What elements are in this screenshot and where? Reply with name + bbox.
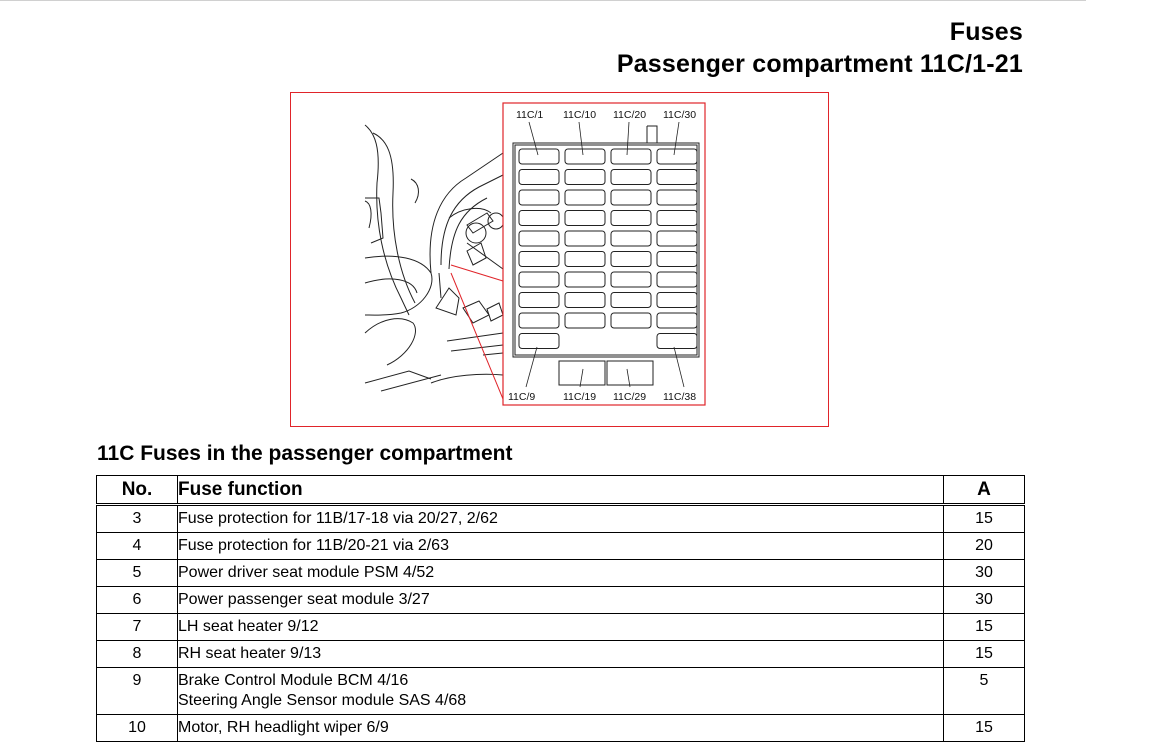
table-row xyxy=(97,668,1025,715)
fuse-number: 4 xyxy=(97,533,178,560)
top-rule xyxy=(0,0,1086,1)
fuse-amperage: 5 xyxy=(944,668,1025,715)
table-row xyxy=(97,715,1025,742)
fuse-function-line: Fuse protection for 11B/17-18 via 20/27, 2/62 xyxy=(178,510,498,527)
fuse-function-line: Power driver seat module PSM 4/52 xyxy=(178,564,435,581)
fuse-function xyxy=(178,668,944,715)
fuse-amperage: 15 xyxy=(944,641,1025,668)
fuse-function-line: Brake Control Module BCM 4/16 xyxy=(178,672,409,689)
fuse-function xyxy=(178,641,944,668)
fuse-function xyxy=(178,560,944,587)
fuse-function-line: RH seat heater 9/13 xyxy=(178,645,322,662)
label-bottom-4: 11C/38 xyxy=(663,391,697,403)
fuse-amperage: 30 xyxy=(944,560,1025,587)
page-title: Fuses xyxy=(949,18,1023,46)
col-header-no: No. xyxy=(97,476,178,505)
col-header-function: Fuse function xyxy=(178,476,944,505)
label-bottom-1: 11C/9 xyxy=(508,391,536,403)
fuse-function-line: Power passenger seat module 3/27 xyxy=(178,591,430,608)
label-bottom-2: 11C/19 xyxy=(563,391,597,403)
section-title: 11C Fuses in the passenger compartment xyxy=(97,442,513,465)
fuse-function xyxy=(178,533,944,560)
table-row xyxy=(97,587,1025,614)
table-row xyxy=(97,614,1025,641)
callout-line-upper xyxy=(451,265,503,281)
label-top-4: 11C/30 xyxy=(663,109,697,121)
fuse-amperage: 15 xyxy=(944,505,1025,533)
table-row xyxy=(97,505,1025,533)
fuse-function-line: LH seat heater 9/12 xyxy=(178,618,319,635)
table-row xyxy=(97,560,1025,587)
fuse-function-line: Fuse protection for 11B/20-21 via 2/63 xyxy=(178,537,449,554)
fuse-amperage: 15 xyxy=(944,614,1025,641)
label-bottom-3: 11C/29 xyxy=(613,391,647,403)
label-top-3: 11C/20 xyxy=(613,109,647,121)
fuse-number: 10 xyxy=(97,715,178,742)
table-header-row xyxy=(97,476,1025,505)
label-top-1: 11C/1 xyxy=(516,109,544,121)
fuse-number: 5 xyxy=(97,560,178,587)
fuse-function-line: Steering Angle Sensor module SAS 4/68 xyxy=(178,692,467,709)
fuse-function xyxy=(178,614,944,641)
fuse-table xyxy=(96,475,1025,742)
table-row xyxy=(97,641,1025,668)
fuse-box-illustration xyxy=(290,92,829,427)
fuse-number: 6 xyxy=(97,587,178,614)
fuse-function xyxy=(178,505,944,533)
page-subtitle: Passenger compartment 11C/1-21 xyxy=(616,50,1023,78)
label-top-2: 11C/10 xyxy=(563,109,597,121)
fuse-box-diagram xyxy=(291,93,830,428)
fuse-number: 8 xyxy=(97,641,178,668)
col-header-amps: A xyxy=(944,476,1025,505)
fuse-function-line: Motor, RH headlight wiper 6/9 xyxy=(178,719,389,736)
callout-line-lower xyxy=(451,273,503,399)
fuse-amperage: 15 xyxy=(944,715,1025,742)
fuse-function xyxy=(178,587,944,614)
fuse-number: 9 xyxy=(97,668,178,715)
fuse-number: 7 xyxy=(97,614,178,641)
fuse-function xyxy=(178,715,944,742)
fuse-amperage: 30 xyxy=(944,587,1025,614)
fuse-amperage: 20 xyxy=(944,533,1025,560)
table-row xyxy=(97,533,1025,560)
fuse-number: 3 xyxy=(97,505,178,533)
